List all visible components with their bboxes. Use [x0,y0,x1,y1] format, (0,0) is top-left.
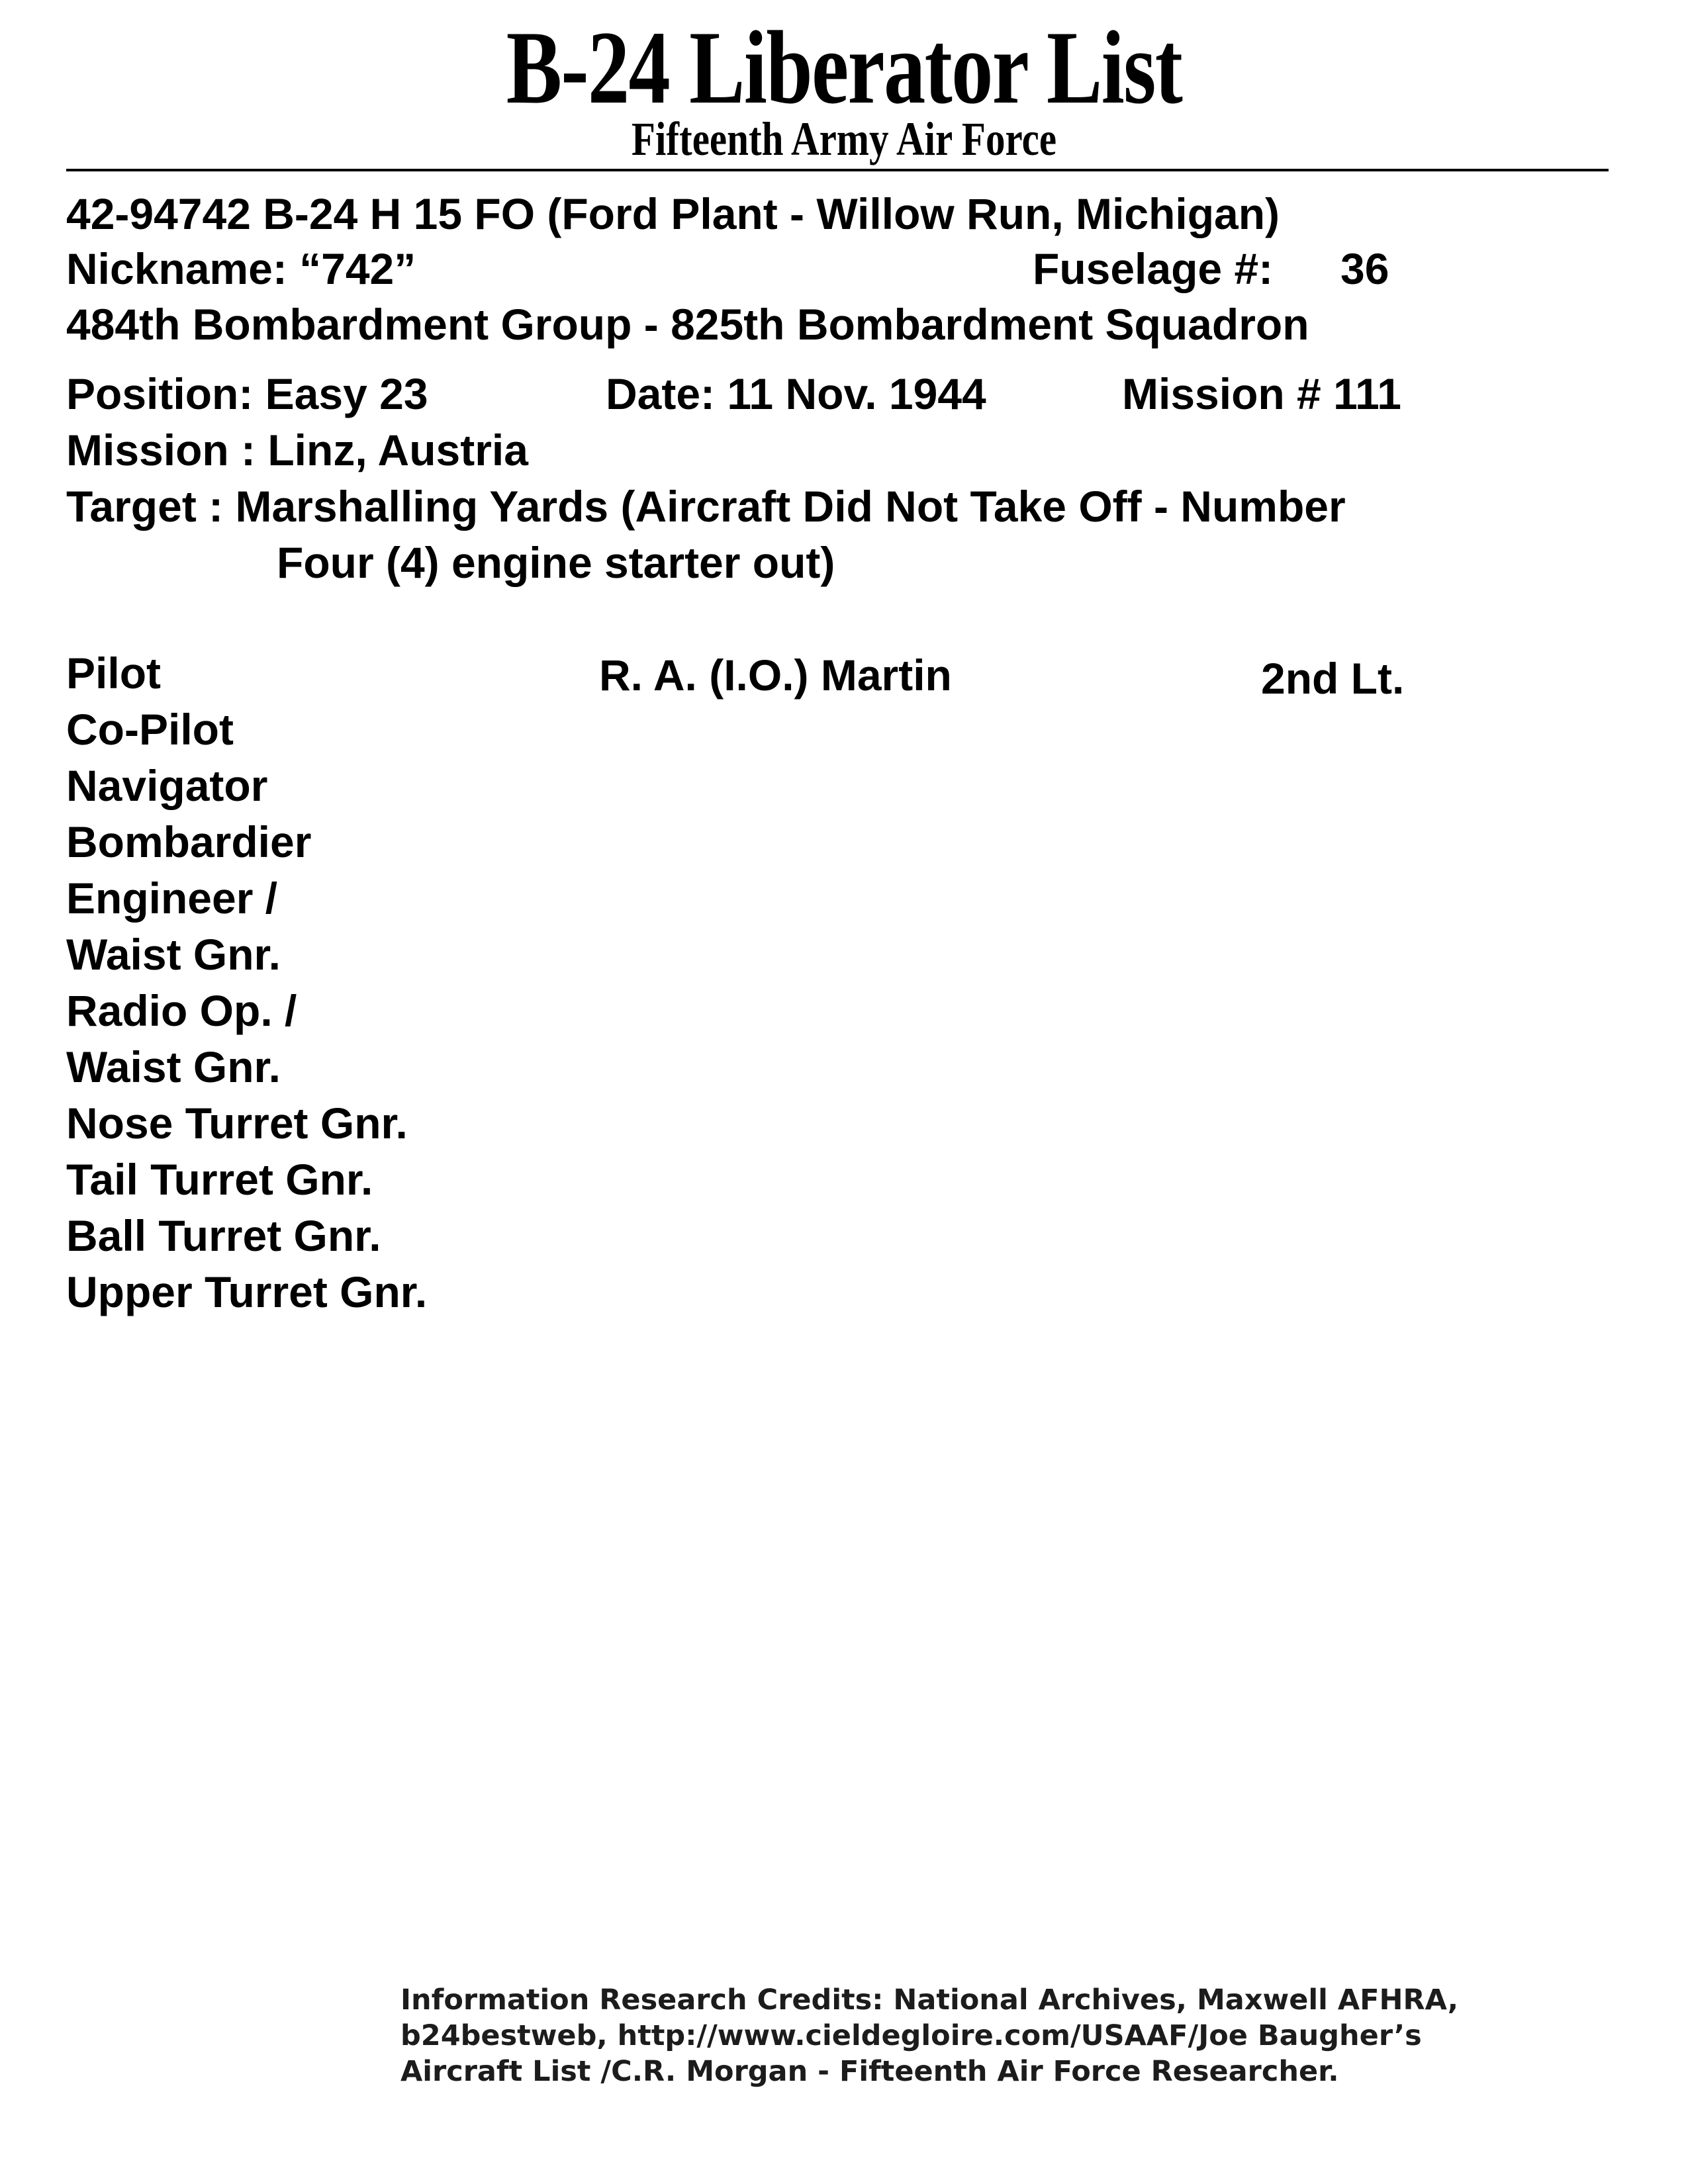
crew-role-pilot: Pilot [66,649,161,698]
credits-line: Information Research Credits: National Archives, Maxwell AFHRA, [400,1983,1459,2017]
credits-line: Aircraft List /C.R. Morgan - Fifteenth Air Force Researcher. [400,2055,1339,2088]
fuselage-label: Fuselage #: [1033,244,1274,293]
crew-role-nose-turret: Nose Turret Gnr. [66,1099,408,1148]
unit-line: 484th Bombardment Group - 825th Bombardment Squadron [66,300,1309,349]
mission-position: Position: Easy 23 [66,369,428,418]
serial-line: 42-94742 B-24 H 15 FO (Ford Plant - Willow Run, Michigan) [66,189,1280,238]
crew-role-engineer: Engineer / [66,874,278,923]
crew-role-engineer-waist: Waist Gnr. [66,930,281,979]
mission-target: Target : Marshalling Yards (Aircraft Did Not Take Off - Number [66,482,1346,531]
crew-role-ball-turret: Ball Turret Gnr. [66,1211,381,1260]
crew-list [66,645,427,1320]
crew-role-bombardier: Bombardier [66,817,312,866]
crew-role-co-pilot: Co-Pilot [66,705,234,754]
pilot-rank: 2nd Lt. [1261,654,1405,703]
research-credits [400,1982,1459,2089]
page-subtitle: Fifteenth Army Air Force [631,113,1057,165]
crew-role-tail-turret: Tail Turret Gnr. [66,1155,373,1204]
credits-line: b24bestweb, http://www.cieldegloire.com/USAAF/Joe Baugher’s [400,2019,1422,2052]
mission-number: Mission # 111 [1122,369,1401,418]
pilot-name: R. A. (I.O.) Martin [599,651,952,700]
mission-location: Mission : Linz, Austria [66,426,528,475]
crew-role-radio-waist: Waist Gnr. [66,1042,281,1091]
nickname: Nickname: “742” [66,244,416,293]
header-divider [66,169,1609,171]
mission-date: Date: 11 Nov. 1944 [606,369,986,418]
crew-role-navigator: Navigator [66,761,268,810]
crew-role-radio-op: Radio Op. / [66,986,297,1035]
page-title: B-24 Liberator List [506,10,1182,126]
mission-target-continued: Four (4) engine starter out) [277,538,835,587]
crew-role-upper-turret: Upper Turret Gnr. [66,1267,428,1316]
fuselage-value: 36 [1340,244,1389,293]
